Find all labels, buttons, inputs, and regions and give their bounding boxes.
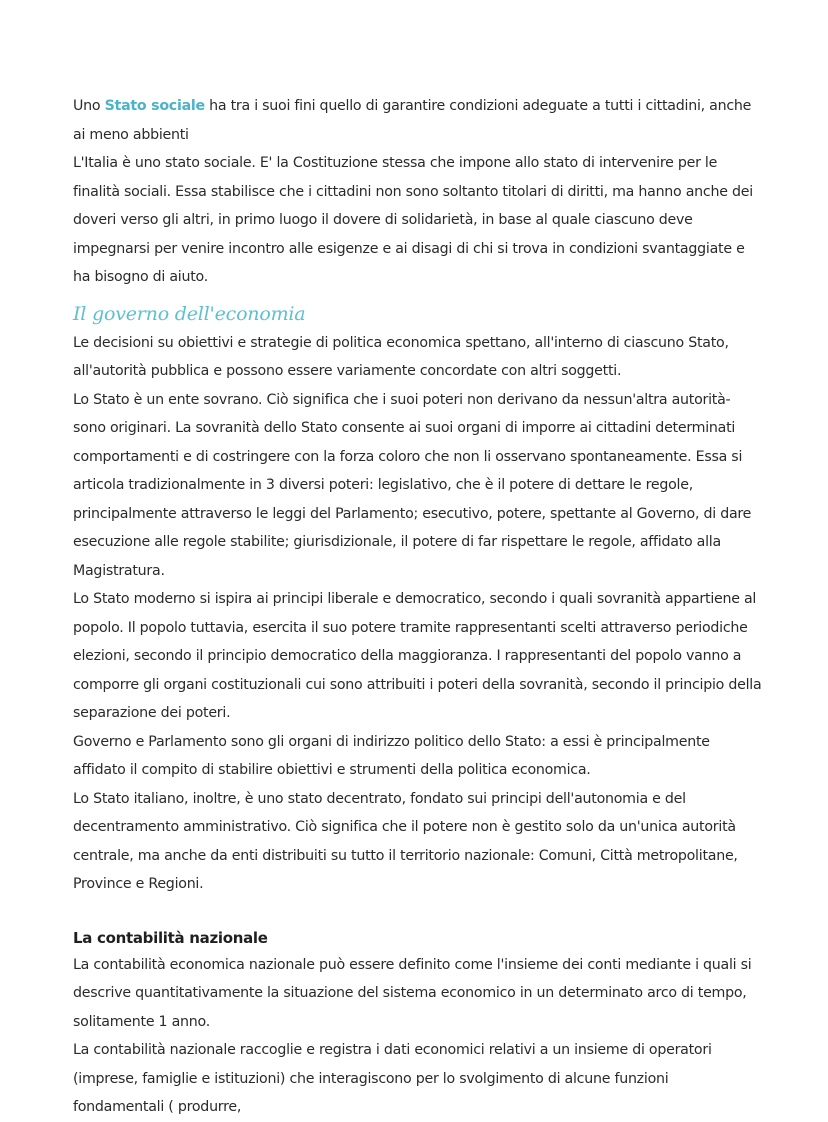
contabilita-paragraph-2: La contabilità nazionale raccoglie e registra i dati economici relativi a un insieme di operatori (imprese, famiglie e istituzioni) che interagiscono per lo svolgimento di alcune funzioni fondamentali ( produrre,: [73, 1042, 712, 1115]
intro-paragraph-1: [73, 92, 763, 149]
intro-paragraph-2: L'Italia è uno stato sociale. E' la Costituzione stessa che impone allo stato di intervenire per le finalità sociali. Essa stabilisce che i cittadini non sono soltanto titolari di diritti, ma hanno anche dei doveri verso gli altri, in primo luogo il dovere di solidarietà, in base al quale ciascuno deve impegnarsi per venire incontro alle esigenze e ai disagi di chi si trova in condizioni svantaggiate e ha bisogno di aiuto.: [73, 155, 753, 285]
section-heading-contabilita: La contabilità nazionale: [73, 928, 268, 947]
governo-paragraph-3: Lo Stato moderno si ispira ai principi liberale e democratico, secondo i quali sovranità appartiene al popolo. Il popolo tuttavia, esercita il suo potere tramite rappresentanti scelti attraverso periodiche elezioni, secondo il principio democratico della maggioranza. I rappresentanti del popolo vanno a comporre gli organi costituzionali cui sono attribuiti i poteri della sovranità, secondo il principio della separazione dei poteri.: [73, 591, 762, 721]
governo-paragraph-5: Lo Stato italiano, inoltre, è uno stato decentrato, fondato sui principi dell'autonomia e del decentramento amministrativo. Ciò significa che il potere non è gestito solo da un'unica autorità centrale, ma anche da enti distribuiti su tutto il territorio nazionale: Comuni, Città metropolitane, Province e Regioni.: [73, 790, 738, 892]
intro-text-start: Uno: [73, 98, 105, 114]
governo-paragraph-2: Lo Stato è un ente sovrano. Ciò significa che i suoi poteri non derivano da nessun'altra autorità- sono originari. La sovranità dello Stato consente ai suoi organi di imporre ai cittadini determinati comportamenti e di costringere con la forza coloro che non li osservano spontaneamente. Essa si articola tradizionalmente in 3 diversi poteri: legislativo, che è il potere di dettare le regole, principalmente attraverso le leggi del Parlamento; esecutivo, potere, spettante al Governo, di dare esecuzione alle regole stabilite; giurisdizionale, il potere di far rispettare le regole, affidato alla Magistratura.: [73, 391, 752, 579]
stato-sociale-highlight: Stato sociale: [104, 98, 205, 114]
intro-text-end: ha tra i suoi fini quello di garantire condizioni adeguate a tutti i cittadini, anche ai meno abbienti: [73, 98, 752, 143]
section-heading-governo: Il governo dell'economia: [73, 302, 306, 325]
document-body: [73, 92, 763, 1122]
contabilita-paragraph-1: La contabilità economica nazionale può essere definito come l'insieme dei conti mediante i quali si descrive quantitativamente la situazione del sistema economico in un determinato arco di tempo, solitamente 1 anno.: [73, 956, 752, 1030]
governo-paragraph-4: Governo e Parlamento sono gli organi di indirizzo politico dello Stato: a essi è principalmente affidato il compito di stabilire obiettivi e strumenti della politica economica.: [73, 733, 710, 778]
governo-paragraph-1: Le decisioni su obiettivi e strategie di politica economica spettano, all'interno di ciascuno Stato, all'autorità pubblica e possono essere variamente concordate con altri soggetti.: [73, 334, 729, 379]
